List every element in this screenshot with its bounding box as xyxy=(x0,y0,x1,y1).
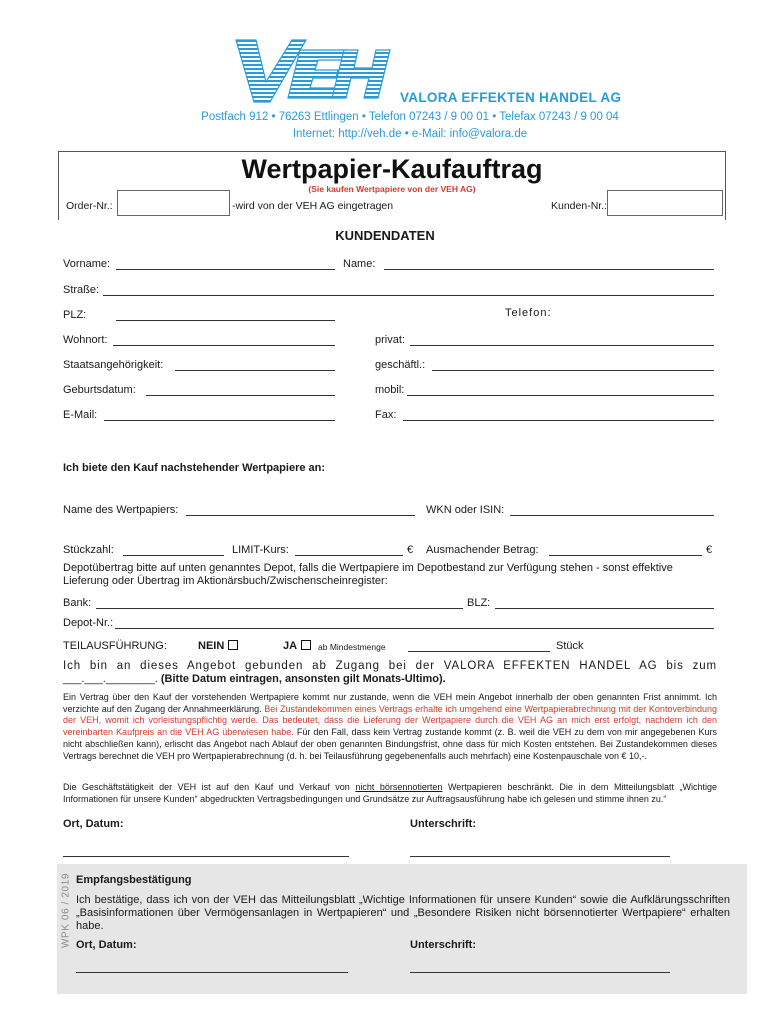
legal-p1-red: Bei Zustandekommen eines Vertrags erhalte ich umgehend eine Wertpapierabrechnung mit der Kontoverbindung der VEH, womit ich vorleistungspflichtig werde. Das bedeutet, dass die Lieferung der Wertpapiere durch die VEH AG an mich erst erfolgt, nachdem ich den vereinbarten Kaufpreis an die VEH AG überwiesen habe. xyxy=(63,703,717,738)
wohnort-label: Wohnort: xyxy=(63,334,108,346)
wertpapier-label: Name des Wertpapiers: xyxy=(63,504,179,516)
ort-datum-field[interactable] xyxy=(63,856,349,857)
form-subtitle: (Sie kaufen Wertpapiere von der VEH AG) xyxy=(308,184,476,194)
section-kundendaten: KUNDENDATEN xyxy=(335,228,435,243)
legal-paragraph-2 xyxy=(63,782,717,805)
mobil-label: mobil: xyxy=(375,384,405,396)
staatsangehoerigkeit-field[interactable] xyxy=(175,370,335,371)
order-nr-field[interactable] xyxy=(117,190,230,216)
datum-hint: (Bitte Datum eintragen, ansonsten gilt Monats-Ultimo). xyxy=(160,673,446,685)
wohnort-field[interactable] xyxy=(113,345,335,346)
datum-blank: ___.___.________. xyxy=(63,673,158,685)
staatsangehoerigkeit-label: Staatsangehörigkeit: xyxy=(63,359,164,371)
fax-label: Fax: xyxy=(375,409,397,421)
depot-text: Depotübertrag bitte auf unten genanntes Depot, falls die Wertpapiere im Depotbestand zur Verfügung stehen - sonst effektive Lieferung oder Übertrag im Aktionärsbuch/Zwischenscheinregister: xyxy=(63,562,673,587)
limit-label: LIMIT-Kurs: xyxy=(232,544,289,556)
stueck-label: Stück xyxy=(556,640,584,652)
legal-p1-text: Ein Vertrag über den Kauf der vorstehenden Wertpapiere kommt nur zustande, wenn die VEH mein Angebot innerhalb der oben genannten Frist annimmt. Ich verzichte auf den Zugang der Annahmeerklärung. xyxy=(63,692,717,714)
nein-option[interactable] xyxy=(198,640,238,652)
privat-field[interactable] xyxy=(410,345,714,346)
legal-paragraph-1 xyxy=(63,692,717,762)
form-code: WPK 06 / 2019 xyxy=(60,872,72,949)
receipt-unterschrift-label: Unterschrift: xyxy=(410,939,477,951)
customer-nr-field[interactable] xyxy=(607,190,723,216)
wkn-label: WKN oder ISIN: xyxy=(426,504,505,516)
bank-field[interactable] xyxy=(96,608,463,609)
strasse-field[interactable] xyxy=(103,295,714,296)
angebot-text: Ich bin an dieses Angebot gebunden ab Zugang bei der VALORA EFFEKTEN HANDEL AG bis zum xyxy=(63,660,717,672)
geburtsdatum-field[interactable] xyxy=(146,395,335,396)
company-name: VALORA EFFEKTEN HANDEL AG xyxy=(400,90,622,105)
betrag-field[interactable] xyxy=(549,555,702,556)
privat-label: privat: xyxy=(375,334,405,346)
receipt-unterschrift-field[interactable] xyxy=(410,972,670,973)
betrag-label: Ausmachender Betrag: xyxy=(426,544,539,556)
order-intro: Ich biete den Kauf nachstehender Wertpapiere an: xyxy=(63,462,326,474)
depot-nr-field[interactable] xyxy=(115,628,714,629)
nein-label: NEIN xyxy=(198,640,225,652)
veh-logo xyxy=(226,36,396,106)
form-title: Wertpapier-Kaufauftrag xyxy=(241,154,543,184)
vorname-field[interactable] xyxy=(116,269,335,270)
limit-euro: € xyxy=(407,544,414,556)
nein-checkbox[interactable] xyxy=(228,640,238,650)
email-label: E-Mail: xyxy=(63,409,98,421)
geschaeftl-label: geschäftl.: xyxy=(375,359,426,371)
order-nr-label: Order-Nr.: xyxy=(66,200,113,212)
order-nr-note: -wird von der VEH AG eingetragen xyxy=(232,200,394,212)
plz-label: PLZ: xyxy=(63,309,87,321)
receipt-heading: Empfangsbestätigung xyxy=(76,874,192,886)
fax-field[interactable] xyxy=(403,420,714,421)
receipt-ort-datum-label: Ort, Datum: xyxy=(76,939,137,951)
company-address: Postfach 912 • 76263 Ettlingen • Telefon 07243 / 9 00 01 • Telefax 07243 / 9 00 04 xyxy=(201,111,619,123)
blz-label: BLZ: xyxy=(467,597,491,609)
geschaeftl-field[interactable] xyxy=(432,370,714,371)
mindestmenge-field[interactable] xyxy=(408,651,550,652)
ja-label: JA xyxy=(283,640,298,652)
legal-p2-b: Wertpapieren beschränkt. Die in dem Mitteilungsblatt „Wichtige Informationen für unsere Kunden“ abgedruckten Vertragsbedingungen und Grundsätze zur Auftragsausführung habe ich gelesen und stimme ihnen zu.“ xyxy=(63,782,717,804)
angebot-datum xyxy=(63,673,446,685)
legal-p1-rest: Für den Fall, dass kein Vertrag zustande kommt (z. B. weil die VEH zu dem von mir angegebenen Kurs nicht abschließen kann), erlischt das Angebot nach Ablauf der oben genannten Bindungsfrist, ohne dass für mich Kosten entstehen. Bei Zustandekommen dieses Vertrags berechnet die VEH pro Wertpapierabrechnung (d. h. bei Teilausführung gegebenenfalls auch mehrfach) eine Kostenpauschale von € 10,-. xyxy=(63,727,717,761)
company-internet: Internet: http://veh.de • e-Mail: info@valora.de xyxy=(292,128,528,140)
receipt-text: Ich bestätige, dass ich von der VEH das Mitteilungsblatt „Wichtige Informationen für unsere Kunden“ sowie die Aufklärungsschriften „Basisinformationen über Vermögensanlagen in Wertpapieren“ und „Besondere Risiken nicht börsennotierter Wertpapiere“ erhalten habe. xyxy=(76,894,730,932)
geburtsdatum-label: Geburtsdatum: xyxy=(63,384,136,396)
legal-p2-a: Die Geschäftstätigkeit der VEH ist auf den Kauf und Verkauf von xyxy=(63,782,350,792)
wkn-field[interactable] xyxy=(510,515,714,516)
name-field[interactable] xyxy=(384,269,714,270)
stueckzahl-label: Stückzahl: xyxy=(63,544,114,556)
plz-field[interactable] xyxy=(116,320,335,321)
unterschrift-label: Unterschrift: xyxy=(410,818,477,830)
betrag-euro: € xyxy=(706,544,713,556)
receipt-ort-datum-field[interactable] xyxy=(76,972,348,973)
name-label: Name: xyxy=(343,258,376,270)
vorname-label: Vorname: xyxy=(63,258,111,270)
bank-label: Bank: xyxy=(63,597,92,609)
legal-p2-underline: nicht börsennotierten xyxy=(355,782,443,792)
email-field[interactable] xyxy=(104,420,335,421)
blz-field[interactable] xyxy=(495,608,714,609)
customer-nr-label: Kunden-Nr.: xyxy=(551,200,608,212)
unterschrift-field[interactable] xyxy=(410,856,670,857)
mobil-field[interactable] xyxy=(407,395,714,396)
stueckzahl-field[interactable] xyxy=(123,555,224,556)
limit-field[interactable] xyxy=(295,555,403,556)
ort-datum-label: Ort, Datum: xyxy=(63,818,124,830)
depot-nr-label: Depot-Nr.: xyxy=(63,617,114,629)
ja-option[interactable] xyxy=(283,640,311,652)
mindestmenge-label: ab Mindestmenge xyxy=(318,642,386,652)
wertpapier-field[interactable] xyxy=(186,515,415,516)
strasse-label: Straße: xyxy=(63,284,100,296)
ja-checkbox[interactable] xyxy=(301,640,311,650)
teilausfuehrung-label: TEILAUSFÜHRUNG: xyxy=(63,640,167,652)
telefon-label: Telefon: xyxy=(505,307,552,319)
